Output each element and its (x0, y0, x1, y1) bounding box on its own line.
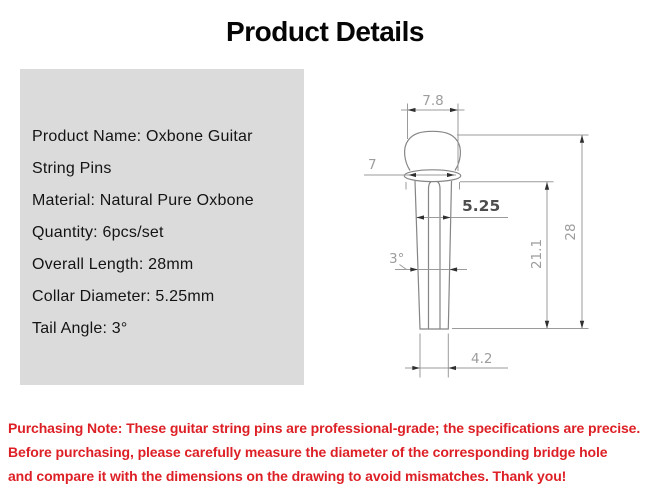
dim-label-tip-width: 4.2 (471, 351, 493, 367)
spec-line-tail-angle: Tail Angle: 3° (32, 320, 128, 337)
purchasing-note (8, 416, 668, 488)
purchasing-note-line-2: Before purchasing, please carefully measure the diameter of the corresponding bridge hole (8, 444, 608, 460)
dim-label-shaft-length: 21.1 (529, 238, 545, 270)
dim-label-head-width: 7.8 (422, 93, 444, 109)
purchasing-note-line-1: Purchasing Note: These guitar string pins are professional-grade; the specifications are precise. (8, 420, 641, 436)
purchasing-note-line-3: and compare it with the dimensions on the drawing to avoid mismatches. Thank you! (8, 468, 567, 484)
spec-line-product-name-wrap: String Pins (32, 160, 112, 177)
pin-shaft (415, 181, 452, 329)
spec-line-product-name: Product Name: Oxbone Guitar (32, 128, 253, 145)
spec-line-overall-length: Overall Length: 28mm (32, 256, 194, 273)
spec-line-quantity: Quantity: 6pcs/set (32, 224, 164, 241)
dim-label-overall-length: 28 (563, 223, 579, 241)
dim-label-collar-width: 7 (368, 157, 377, 173)
spec-line-material: Material: Natural Pure Oxbone (32, 192, 254, 209)
dim-label-taper-angle: 3° (389, 251, 405, 267)
spec-line-collar-diameter: Collar Diameter: 5.25mm (32, 288, 215, 305)
dimension-lines (364, 104, 589, 378)
page-title: Product Details (226, 16, 424, 47)
dim-label-collar-diameter: 5.25 (462, 197, 501, 215)
pin-outline (404, 131, 460, 329)
pin-head (405, 131, 461, 170)
